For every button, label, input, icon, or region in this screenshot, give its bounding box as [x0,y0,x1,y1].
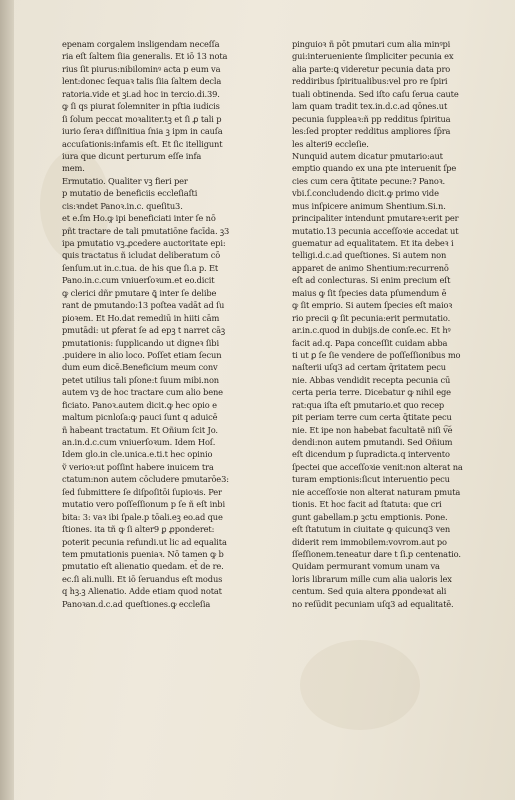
text-line: cies cum cera q̄titate pecune:? Panoꝛ. [292,175,446,186]
text-line: centum. Sed quia altera ꝑpondeꝛat ali [292,586,447,597]
text-line: ti ut ꝑ ſe ſie vendere de poſſeſſionibus mo [292,349,461,360]
text-line: pmutādi: ut ꝑferat ſe ad epꝫ t narret cāꝫ [62,325,226,336]
text-line: an.in.d.c.cum vniuerſoꝛum. Idem Hoſ. [62,437,216,447]
text-line: dum eum dicē.Beneficium meum conv [62,362,218,373]
text-line: ñ habeant tractatum. Et Oñium ſcit Jo. [62,424,218,435]
text-line: pñt tractare de tali pmutatiōne facīda. ꝫ3 [62,225,230,236]
paper-stain [300,640,420,730]
text-line: pecunia ſuppleaꝛ:ñ pp redditus ſpiritua [292,113,451,124]
text-line: ria eſt ſaltem ſiia generalis. Et iō 13 nota [62,51,228,62]
text-line: ar.in.c.quod in dubijs.de conſe.ec. Et hꝰ [292,325,451,336]
text-line: pinguioꝛ ñ pōt pmutari cum alia minꝰpi [292,39,451,49]
page-gutter [0,0,14,800]
text-line: q hꝫ.ꝫ Alienatio. Adde etiam quod notat [62,586,222,597]
text-line: principaliter intendunt pmutareꝛ:erit per [292,213,459,224]
text-line: autem vꝫ de hoc tractare cum alio bene [62,387,223,398]
text-line: cis:ꝛndet Panoꝛ.in.c. queſitu3. [62,200,183,211]
text-line: epenam corgalem insligendam neceſſa [62,39,220,49]
text-line: les:ſed propter redditus ampliores ſp̄ra [292,126,451,137]
text-line: lent:donec ſequaꝛ talis ſiia ſaltem decla [62,76,222,87]
text-line: et e.ſm Ho.ꝙ ipi beneficiati inter ſe nō [62,213,216,224]
text-line: reddiribus ſpiritualibus:vel pro re ſpiri [292,76,448,87]
text-line: mutatio vero poſſeſſionum p ſe ñ eſt inbi [62,499,225,510]
text-line: p mutatio de beneficiis eccleſiaſti [62,188,198,199]
text-line: iura que dicunt perturum eſſe infa [62,150,202,161]
text-line: nie. Et ipe non habebat facultatẽ niſi v͠e [292,424,453,435]
text-line: loris librarum mille cum alia ualoris lex [292,573,452,584]
text-line: rius ſit piurus:nibilominꝰ acta p eum va [62,63,221,74]
text-line: ꝙ ſit emprio. Si autem ſpecies eſt maioꝛ [292,300,453,311]
text-line: mutatio.13 pecunia acceſſoꝛie accedat ut [292,225,459,236]
text-line: Ermutatio. Qualiter vꝫ fieri per [62,175,188,186]
text-line: Idem glo.in cle.unica.e.ti.t hec opinio [62,449,213,460]
text-line: petet utilius tali pſone:t ſuum mibi.non [62,374,220,385]
text-line: maltum picnloſa:ꝙ pauci ſunt q aduicē [62,412,218,423]
text-line: rio precii ꝙ ſit pecunia:erit permutatio. [292,312,451,323]
text-line: ṽ verioꝛ:ut poſſint habere inuicem tra [62,461,214,472]
text-line: vbi.ſ.concludendo dicit.ꝙ primo vide [292,188,439,199]
text-line: pmutationis: ſupplicando ut digneꝛ ſibi [62,337,219,348]
text-line: no reſūdit pecuniam uſq3 ad equalitatē. [292,598,454,609]
text-line: mus inſpicere animum Shentium.Si.n. [292,200,446,211]
text-line: pit periam terre cum certa q̄titate pecu [292,412,452,423]
text-line: dendi:non autem pmutandi. Sed Oñium [292,437,453,447]
text-line: diderit rem immobilem:vovrom.aut po [292,536,447,547]
text-line: ꝗuis tractatus ñ icludat deliberatum cō [62,250,221,261]
text-line: certa peria terre. Dicebatur ꝙ nihil ege [292,387,451,398]
text-line: facit ad.q. Papa conceſſit cuidam abba [292,337,448,348]
text-line: Quidam permurant vomum unam va [292,561,440,572]
text-line: alia parte:ꝗ videretur pecunia data pro [292,63,451,74]
text-line: maius ꝙ ſit ſpecies data pſumendum ē [292,287,447,298]
text-line: ſſeſſionem.teneatur dare t ſi.p centenatio. [292,548,461,559]
text-line: gunt gabellam.p ꝫctu emptionis. Pone. [292,511,448,522]
text-line: lam quam tradit tex.in.d.c.ad qōnes.ut [292,101,448,112]
text-line: accuſationis:infamis eſt. Et ſic itelligunt [62,138,223,149]
text-line: pioꝛem. Et Ho.dat remediū in hiiti cām [62,312,220,323]
text-line: ſed ſubmittere ſe diſpoſitōi ſupioꝛis. Per [62,486,222,497]
text-line: guematur ad equalitatem. Et ita debeꝛ i [292,238,454,248]
text-line: ꝙ ſi qs piurat ſolemniter in pſtia iudicis [62,101,220,112]
text-line: .puidere in alio loco. Poſſet etiam ſecun [62,349,222,360]
text-line: eſt dicendum p ſupradicta.q intervento [292,449,450,460]
right-text-column [292,38,497,610]
text-line: Nunquid autem dicatur pmutario:aut [292,150,443,161]
text-line: naſterii uſq3 ad certam q̄ritatem pecu [292,362,446,373]
text-line: ꝙ clerici dñr pmutare ꝗ̄ inter ſe delibe [62,287,217,298]
text-line: ratoria.vide et ꝫi.ad hoc in tercio.di.39. [62,88,220,99]
text-line: mem. [62,163,85,174]
text-line: poterit pecunia refundi.ut lic ad equalita [62,536,227,547]
left-text-column [62,38,282,610]
text-line: Panoꝛan.d.c.ad queſtiones.ꝙ eccleſia [62,598,211,609]
text-line: ctatum:non autem cōcludere pmutarōe3: [62,474,229,485]
text-line: emptio quando ex una pte interuenit ſpe [292,163,457,174]
text-line: iurio ſeraꝛ diſſinitiua ſnia ꝫ ipm in cauſa [62,126,223,137]
text-line: turam emptionis:ſicut interuentio pecu [292,474,450,485]
text-line: tem pmutationis pueniaꝛ. Nō tamen ꝙ b [62,548,224,559]
text-line: bita: 3: vaꝛ ibi ſpale.p tōali.eꝫ eo.ad que [62,511,223,522]
text-line: ipa pmutatio vꝫ.ꝓcedere auctoritate epi: [62,238,226,248]
text-line: les alteri9 eccleſie. [292,138,369,149]
text-line: ſpectei que acceſſoꝛie venit:non alterat na [292,461,463,472]
text-line: ſenſum.ut in.c.tua. de his que ſi.a p. Et [62,262,219,273]
text-line: pmutatio eſt alienatio quedam. et̄ de re. [62,561,224,572]
text-line: Pano.in.c.cum vniuerſoꝛum.et eo.dicit [62,275,215,286]
text-line: rant de pmutando:13 poſtea vadāt ad ſu [62,300,225,311]
text-line: telligi.d.c.ad queſtiones. Si autem non [292,250,447,261]
text-line: ſi ſolum peccat moꝛaliter.tꝫ et ſi ꝓ tali p [62,113,222,124]
text-line: eſt ſtatutum in ciuitate ꝙ quicunq3 ven [292,524,451,535]
text-line: eſt ad conlecturas. Si enim precium eſt [292,275,451,286]
text-line: nie acceſſoꝛie non alterat naturam pmuta [292,486,461,497]
text-line: apparet de animo Shentium:recurrenō [292,262,449,273]
text-line: gui:interueniente ſimpliciter pecunia ex [292,51,454,62]
text-line: tuali obtinenda. Sed iſto caſu ſerua caute [292,88,459,99]
text-line: ec.ſi ali.nulli. Et iō ſeruandus eſt modus [62,573,223,584]
text-line: ſtiones. ita tñ ꝙ ſi alter9 ꝑ ꝓponderet: [62,524,215,535]
text-line: nie. Abbas vendidit recepta pecunia cū [292,374,451,385]
text-line: ficiato. Panoꝛ.autem dicit.ꝙ hec opio e [62,399,217,410]
text-line: tionis. Et hoc facit ad ſtatuta: que cri [292,499,442,510]
text-line: rat:qua iſta eſt pmutario.et quo recep [292,399,444,410]
